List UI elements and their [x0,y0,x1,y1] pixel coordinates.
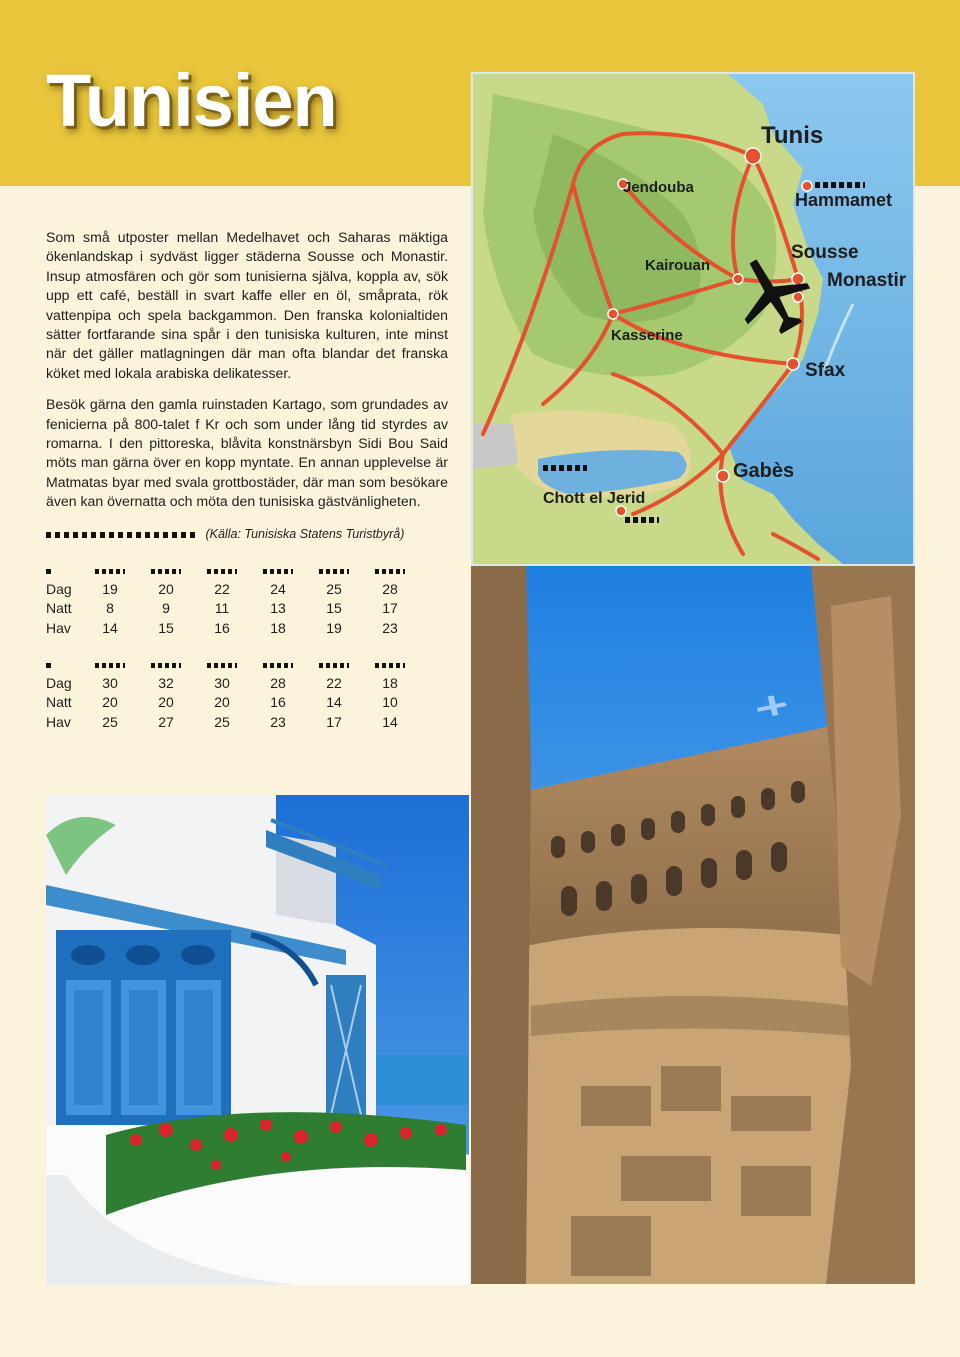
table-row: Hav 14 15 16 18 19 23 [46,619,398,636]
climate-table-second-half [46,656,418,732]
sidi-bou-said-illustration [46,795,469,1285]
page-title: Tunisien [46,59,337,142]
obscured-map-text [815,182,865,188]
table-row: Dag 19 20 22 24 25 28 [46,580,398,597]
source-credit: (Källa: Tunisiska Statens Turistbyrå) [205,527,405,541]
sidi-bou-said-photo [46,795,469,1285]
city-label-chott-el-jerid: Chott el Jerid [543,490,646,507]
city-label-sousse: Sousse [791,242,859,263]
obscured-map-text [625,517,659,523]
city-label-kairouan: Kairouan [645,257,711,274]
map-graphic [473,74,913,564]
city-label-monastir: Monastir [827,270,907,291]
intro-paragraph-1: Som små utposter mellan Medelhavet och Saharas mäktiga ökenlandskap i sydväst ligger städerna Sousse och Monastir. Insup atmosfären och gör som tunisierna själva, koppla av, sök upp ett café, beställ in svart kaffe eller en öl, småprata, rök vattenpipa och spela backgammon. Den franska kolonialtiden sätter fortfarande sina spår i den tunisiska kulturen, inte minst när det gäller matlagningen där man ofta blandar det franska köket med lokala arabiska delikatesser. [46,229,448,381]
city-label-gabes: Gabès [733,460,795,482]
city-label-kasserine: Kasserine [611,327,683,344]
intro-text [46,228,448,524]
table-row: Hav 25 27 25 23 17 14 [46,713,398,730]
table-row: Dag 30 32 30 28 22 18 [46,674,398,691]
obscured-heading [46,532,196,538]
amphitheatre-photo [471,566,915,1284]
table-row: Natt 20 20 20 16 14 10 [46,694,398,711]
city-label-hammamet: Hammamet [795,190,893,210]
table-row: Natt 8 9 11 13 15 17 [46,600,398,617]
tunisia-map [471,72,915,566]
amphitheatre-illustration [471,566,915,1284]
city-label-jendouba: Jendouba [623,179,694,196]
climate-header-row [46,562,418,579]
obscured-map-text [543,465,587,471]
city-label-tunis: Tunis [761,122,824,149]
climate-table-first-half [46,562,418,638]
city-label-sfax: Sfax [805,360,846,381]
intro-paragraph-2: Besök gärna den gamla ruinstaden Kartago, som grundades av fenicierna på 800-talet f Kr och som under lång tid styrdes av romarna. I den pittoreska, blåvita konstnärsbyn Sidi Bou Said möts man gärna över en kopp myntate. En annan upplevelse är Matmatas byar med svala grottbostäder, där man som besökare även kan övernatta och möta den tunisiska gästvänligheten. [46,396,448,510]
climate-header-row [46,656,418,673]
source-line [46,527,404,541]
